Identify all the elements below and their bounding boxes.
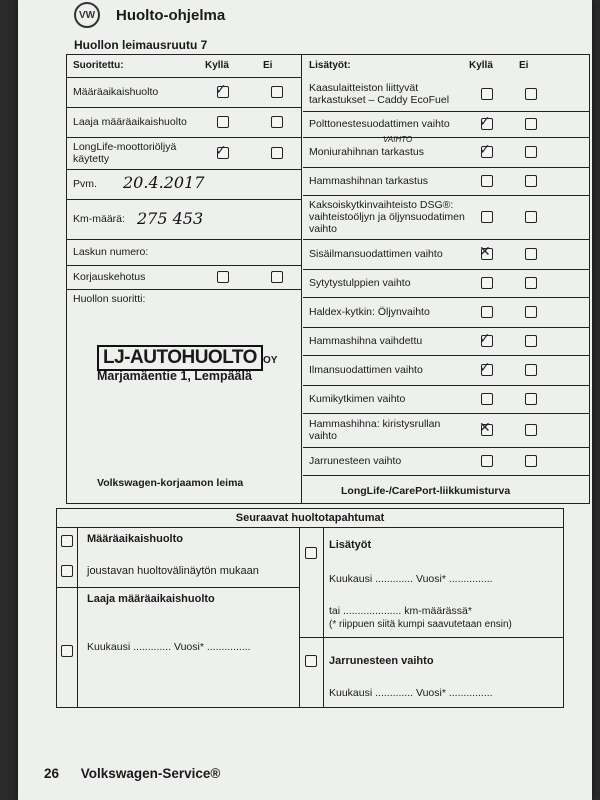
check-row — [67, 77, 301, 108]
extra-work-row — [303, 355, 589, 386]
km-label: Km-määrä: — [73, 213, 125, 225]
service-stamp-grid — [66, 54, 590, 504]
service-sub-label: joustavan huoltovälinäytön mukaan — [87, 565, 259, 577]
extended-checkbox[interactable] — [61, 645, 73, 657]
extra-work-column — [303, 55, 589, 503]
row-label: Jarrunesteen vaihto — [309, 455, 402, 467]
no-checkbox[interactable] — [271, 147, 283, 159]
workshop-stamp — [97, 345, 277, 383]
extra-heading: Lisätyöt: — [309, 60, 351, 71]
footer-title: Volkswagen-Service® — [80, 766, 221, 781]
no-checkbox[interactable] — [525, 146, 537, 158]
row-label: Sytytystulppien vaihto — [309, 277, 411, 289]
brake-label: Jarrunesteen vaihto — [329, 655, 434, 667]
row-label: Sisäilmansuodattimen vaihto — [309, 248, 443, 260]
km-value[interactable]: 275 453 — [137, 209, 204, 228]
page-number: 26 — [44, 766, 60, 781]
extra-work-row — [303, 447, 589, 476]
performed-header-row — [67, 55, 301, 78]
service-checkbox[interactable] — [61, 535, 73, 547]
extra-work-row — [303, 167, 589, 196]
no-checkbox[interactable] — [525, 211, 537, 223]
yes-checkbox[interactable] — [481, 277, 493, 289]
extra-label: Lisätyöt — [329, 539, 372, 551]
performed-column — [67, 55, 302, 503]
yes-checkbox[interactable] — [481, 393, 493, 405]
next-services-table — [56, 508, 564, 708]
extra-work-row — [303, 269, 589, 298]
no-checkbox[interactable] — [525, 175, 537, 187]
date-value[interactable]: 20.4.2017 — [123, 173, 205, 192]
no-checkbox[interactable] — [525, 335, 537, 347]
no-checkbox[interactable] — [525, 393, 537, 405]
row-label: Polttonestesuodattimen vaihto — [309, 118, 450, 130]
performer-label: Huollon suoritti: — [73, 293, 146, 305]
check-mark: ✕ — [479, 244, 491, 260]
vw-logo: VW — [74, 2, 100, 28]
no-checkbox[interactable] — [525, 118, 537, 130]
extra-work-row — [303, 77, 589, 112]
no-checkbox[interactable] — [525, 248, 537, 260]
stamp-brand: LJ-AUTOHUOLTO — [97, 345, 263, 371]
no-checkbox[interactable] — [525, 364, 537, 376]
invoice-label: Laskun numero: — [73, 246, 149, 258]
no-checkbox[interactable] — [271, 86, 283, 98]
extra-work-row — [303, 137, 589, 168]
row-label: Kaasulaitteiston liittyvät tarkastukset – Caddy EcoFuel — [309, 82, 450, 106]
row-label: Kumikytkimen vaihto — [309, 393, 406, 405]
no-checkbox[interactable] — [525, 424, 537, 436]
row-label: Ilmansuodattimen vaihto — [309, 364, 423, 376]
check-mark: ✓ — [215, 82, 227, 98]
extra-checkbox[interactable] — [305, 547, 317, 559]
check-mark: ✓ — [479, 142, 491, 158]
handwritten-note: VAIHTO — [383, 135, 413, 144]
invoice-row — [67, 239, 301, 266]
row-label: LongLife-moottoriöljyä käytetty — [73, 141, 177, 165]
workshop-stamp-caption: Volkswagen-korjaamon leima — [97, 477, 244, 489]
extended-when[interactable]: Kuukausi ............. Vuosi* ............... — [87, 641, 251, 653]
row-label: Hammashihnan tarkastus — [309, 175, 429, 187]
service-label: Määräaikaishuolto — [87, 533, 183, 545]
stamp-suffix: OY — [262, 355, 278, 366]
repair-label: Korjauskehotus — [73, 271, 146, 283]
stamp-section-title: Huollon leimausruutu 7 — [74, 38, 208, 52]
date-row — [67, 169, 301, 200]
yes-heading: Kyllä — [205, 60, 229, 71]
extra-work-row — [303, 195, 589, 240]
repair-row — [67, 265, 301, 290]
check-mark: ✓ — [215, 143, 227, 159]
extra-work-row — [303, 327, 589, 356]
page-title: Huolto-ohjelma — [116, 6, 226, 24]
no-checkbox[interactable] — [525, 277, 537, 289]
km-row — [67, 199, 301, 240]
check-mark: ✕ — [479, 420, 491, 436]
service-booklet-page — [18, 0, 592, 800]
check-mark: ✓ — [479, 360, 491, 376]
page-footer — [44, 766, 220, 781]
yes-checkbox[interactable] — [481, 211, 493, 223]
yes-checkbox[interactable] — [481, 306, 493, 318]
check-mark: ✓ — [479, 331, 491, 347]
date-label: Pvm. — [73, 178, 97, 190]
yes-heading: Kyllä — [469, 60, 493, 71]
extra-work-row — [303, 413, 589, 448]
yes-checkbox[interactable] — [217, 271, 229, 283]
yes-checkbox[interactable] — [217, 116, 229, 128]
row-label: Hammashihna: kiristysrullan vaihto — [309, 418, 441, 442]
extra-header-row — [303, 55, 589, 77]
check-row — [67, 107, 301, 138]
no-checkbox[interactable] — [525, 306, 537, 318]
no-heading: Ei — [263, 60, 273, 71]
extra-work-row — [303, 297, 589, 328]
row-label: Laaja määräaikaishuolto — [73, 116, 187, 128]
extra-work-row — [303, 239, 589, 270]
row-label: Hammashihna vaihdettu — [309, 335, 423, 347]
service-flex-checkbox[interactable] — [61, 565, 73, 577]
row-label: Kaksoiskytkinvaihteisto DSG®: vaihteistoöljyn ja öljynsuodatimen vaihto — [309, 199, 465, 235]
row-label: Määräaikaishuolto — [73, 86, 159, 98]
performed-heading: Suoritettu: — [73, 60, 124, 71]
extended-label: Laaja määräaikaishuolto — [87, 593, 215, 605]
yes-checkbox[interactable] — [481, 175, 493, 187]
yes-checkbox[interactable] — [481, 455, 493, 467]
check-mark: ✓ — [479, 114, 491, 130]
extra-note: (* riippuen siitä kumpi saavutetaan ensin) — [329, 619, 512, 630]
no-checkbox[interactable] — [271, 271, 283, 283]
no-checkbox[interactable] — [525, 88, 537, 100]
brake-checkbox[interactable] — [305, 655, 317, 667]
stamp-address: Marjamäentie 1, Lempäälä — [97, 369, 252, 383]
row-label: Haldex-kytkin: Öljynvaihto — [309, 306, 430, 318]
longlife-caption: LongLife-/CarePort-liikkumisturva — [341, 485, 511, 497]
page-header — [74, 2, 225, 28]
extra-or[interactable]: tai .................... km-määrässä* — [329, 605, 472, 617]
row-label: Moniurahihnan tarkastus — [309, 146, 424, 158]
extra-work-row — [303, 111, 589, 138]
yes-checkbox[interactable] — [481, 88, 493, 100]
extra-work-row — [303, 385, 589, 414]
no-heading: Ei — [519, 60, 529, 71]
no-checkbox[interactable] — [525, 455, 537, 467]
check-row — [67, 137, 301, 170]
next-services-title: Seuraavat huoltotapahtumat — [57, 509, 563, 528]
brake-when[interactable]: Kuukausi ............. Vuosi* ............... — [329, 687, 493, 699]
no-checkbox[interactable] — [271, 116, 283, 128]
extra-when[interactable]: Kuukausi ............. Vuosi* ............... — [329, 573, 493, 585]
